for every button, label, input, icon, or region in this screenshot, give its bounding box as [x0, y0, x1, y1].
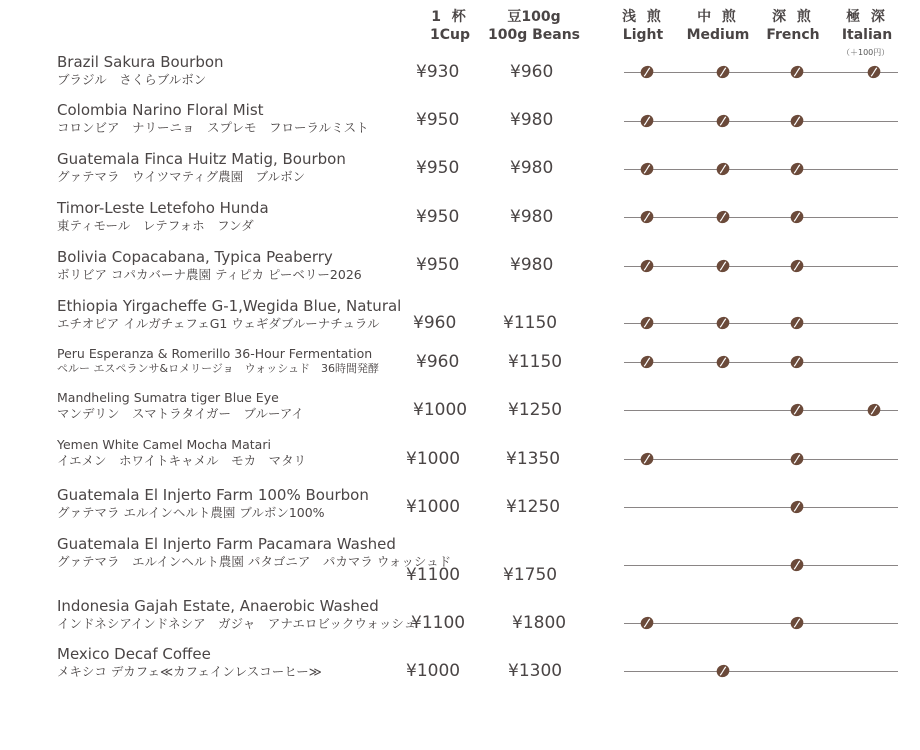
coffee-name-en: Ethiopia Yirgacheffe G-1,Wegida Blue, Natural	[57, 297, 402, 315]
col-header-medium-en: Medium	[686, 27, 750, 43]
coffee-bean-icon	[790, 452, 804, 466]
cup-price: ¥950	[416, 158, 460, 178]
coffee-name-en: Brazil Sakura Bourbon	[57, 53, 224, 71]
coffee-name-en: Guatemala Finca Huitz Matig, Bourbon	[57, 150, 346, 168]
coffee-bean-icon	[640, 210, 654, 224]
col-header-cup-jp: 1 杯	[431, 9, 469, 25]
roast-scale-line	[624, 362, 898, 363]
roast-scale-line	[624, 323, 898, 324]
col-header-italian-jp: 極 深	[846, 9, 888, 25]
col-header-cup	[420, 8, 480, 44]
col-header-light	[612, 8, 674, 44]
col-header-beans-en: 100g Beans	[487, 27, 581, 43]
col-header-french-en: French	[766, 27, 820, 43]
coffee-name-en: Colombia Narino Floral Mist	[57, 101, 264, 119]
col-header-light-jp: 浅 煎	[622, 9, 664, 25]
coffee-bean-icon	[716, 259, 730, 273]
cup-price: ¥960	[416, 352, 460, 372]
coffee-name-jp: マンデリン スマトラタイガー ブルーアイ	[57, 406, 304, 421]
italian-surcharge-note: （＋100円）	[842, 48, 890, 57]
cup-price: ¥950	[416, 110, 460, 130]
coffee-name-jp: グァテマラ エルインヘルト農園 ブルボン100%	[57, 505, 325, 520]
coffee-bean-icon	[790, 259, 804, 273]
coffee-name-en: Yemen White Camel Mocha Matari	[57, 437, 271, 452]
coffee-bean-icon	[640, 162, 654, 176]
coffee-bean-icon	[867, 403, 881, 417]
coffee-name-en: Mandheling Sumatra tiger Blue Eye	[57, 390, 279, 405]
coffee-bean-icon	[716, 355, 730, 369]
cup-price: ¥1000	[413, 400, 468, 420]
col-header-cup-en: 1Cup	[429, 27, 470, 43]
coffee-name-jp: インドネシアインドネシア ガジャ アナエロビックウォッシュ	[57, 616, 417, 631]
coffee-name-jp: コロンビア ナリーニョ スプレモ フローラルミスト	[57, 120, 369, 135]
col-header-italian-en: Italian	[841, 27, 893, 43]
cup-price: ¥1100	[411, 613, 466, 633]
cup-price: ¥960	[413, 313, 457, 333]
beans-price: ¥1300	[508, 661, 563, 681]
coffee-name-en: Indonesia Gajah Estate, Anaerobic Washed	[57, 597, 379, 615]
roast-scale-line	[624, 121, 898, 122]
beans-price: ¥980	[510, 255, 554, 275]
coffee-bean-icon	[716, 210, 730, 224]
coffee-bean-icon	[867, 65, 881, 79]
coffee-bean-icon	[640, 65, 654, 79]
cup-price: ¥1000	[406, 661, 461, 681]
cup-price: ¥950	[416, 207, 460, 227]
coffee-name-jp: 東ティモール レテフォホ フンダ	[57, 218, 254, 233]
coffee-bean-icon	[790, 403, 804, 417]
coffee-name-en: Guatemala El Injerto Farm Pacamara Washed	[57, 535, 396, 553]
coffee-name-en: Bolivia Copacabana, Typica Peaberry	[57, 248, 333, 266]
col-header-medium-jp: 中 煎	[697, 9, 739, 25]
coffee-bean-icon	[640, 259, 654, 273]
cup-price: ¥1000	[406, 449, 461, 469]
coffee-bean-icon	[790, 65, 804, 79]
beans-price: ¥1800	[512, 613, 567, 633]
coffee-name-jp: エチオピア イルガチェフェG1 ウェギダブルーナチュラル	[57, 316, 380, 331]
coffee-bean-icon	[790, 210, 804, 224]
coffee-name-jp: ペルー エスペランサ&ロメリージョ ウォッシュド 36時間発酵	[57, 362, 379, 375]
coffee-name-jp: イエメン ホワイトキャメル モカ マタリ	[57, 453, 307, 468]
roast-scale-line	[624, 266, 898, 267]
coffee-name-jp: メキシコ デカフェ≪カフェインレスコーヒー≫	[57, 664, 322, 679]
coffee-bean-icon	[716, 162, 730, 176]
beans-price: ¥1150	[508, 352, 563, 372]
beans-price: ¥1250	[506, 497, 561, 517]
coffee-name-jp: ボリビア コパカバーナ農園 ティピカ ピーベリー2026	[57, 267, 362, 282]
roast-scale-line	[624, 507, 898, 508]
coffee-bean-icon	[640, 355, 654, 369]
coffee-bean-icon	[790, 114, 804, 128]
coffee-bean-icon	[716, 316, 730, 330]
coffee-bean-icon	[640, 114, 654, 128]
coffee-bean-icon	[716, 664, 730, 678]
coffee-bean-icon	[790, 316, 804, 330]
beans-price: ¥980	[510, 158, 554, 178]
coffee-bean-icon	[640, 616, 654, 630]
coffee-bean-icon	[716, 114, 730, 128]
beans-price: ¥1250	[508, 400, 563, 420]
beans-price: ¥1150	[503, 313, 558, 333]
col-header-french-jp: 深 煎	[772, 9, 814, 25]
coffee-bean-icon	[640, 316, 654, 330]
coffee-bean-icon	[790, 616, 804, 630]
coffee-name-jp: ブラジル さくらブルボン	[57, 72, 207, 87]
cup-price: ¥1000	[406, 497, 461, 517]
cup-price: ¥1100	[406, 565, 461, 585]
coffee-name-jp: グァテマラ ウイツマティグ農園 ブルボン	[57, 169, 306, 184]
col-header-beans	[484, 8, 584, 44]
coffee-bean-icon	[640, 452, 654, 466]
roast-scale-line	[624, 410, 898, 411]
roast-scale-line	[624, 565, 898, 566]
beans-price: ¥1350	[506, 449, 561, 469]
roast-scale-line	[624, 671, 898, 672]
col-header-medium	[684, 8, 752, 44]
coffee-name-en: Mexico Decaf Coffee	[57, 645, 211, 663]
roast-scale-line	[624, 623, 898, 624]
coffee-bean-icon	[716, 65, 730, 79]
roast-scale-line	[624, 459, 898, 460]
coffee-bean-icon	[790, 355, 804, 369]
col-header-italian	[836, 8, 898, 44]
beans-price: ¥980	[510, 207, 554, 227]
coffee-bean-icon	[790, 162, 804, 176]
coffee-bean-icon	[790, 500, 804, 514]
roast-scale-line	[624, 72, 898, 73]
roast-scale-line	[624, 217, 898, 218]
beans-price: ¥1750	[503, 565, 558, 585]
cup-price: ¥930	[416, 62, 460, 82]
col-header-beans-jp: 豆100g	[507, 9, 561, 25]
coffee-name-en: Timor-Leste Letefoho Hunda	[57, 199, 269, 217]
beans-price: ¥980	[510, 110, 554, 130]
coffee-name-en: Guatemala El Injerto Farm 100% Bourbon	[57, 486, 369, 504]
col-header-light-en: Light	[622, 27, 664, 43]
col-header-french	[762, 8, 824, 44]
roast-scale-line	[624, 169, 898, 170]
coffee-name-en: Peru Esperanza & Romerillo 36-Hour Fermentation	[57, 346, 373, 361]
coffee-bean-icon	[790, 558, 804, 572]
cup-price: ¥950	[416, 255, 460, 275]
beans-price: ¥960	[510, 62, 554, 82]
coffee-name-jp: グァテマラ エルインヘルト農園 パタゴニア パカマラ ウォッシュド	[57, 554, 452, 569]
